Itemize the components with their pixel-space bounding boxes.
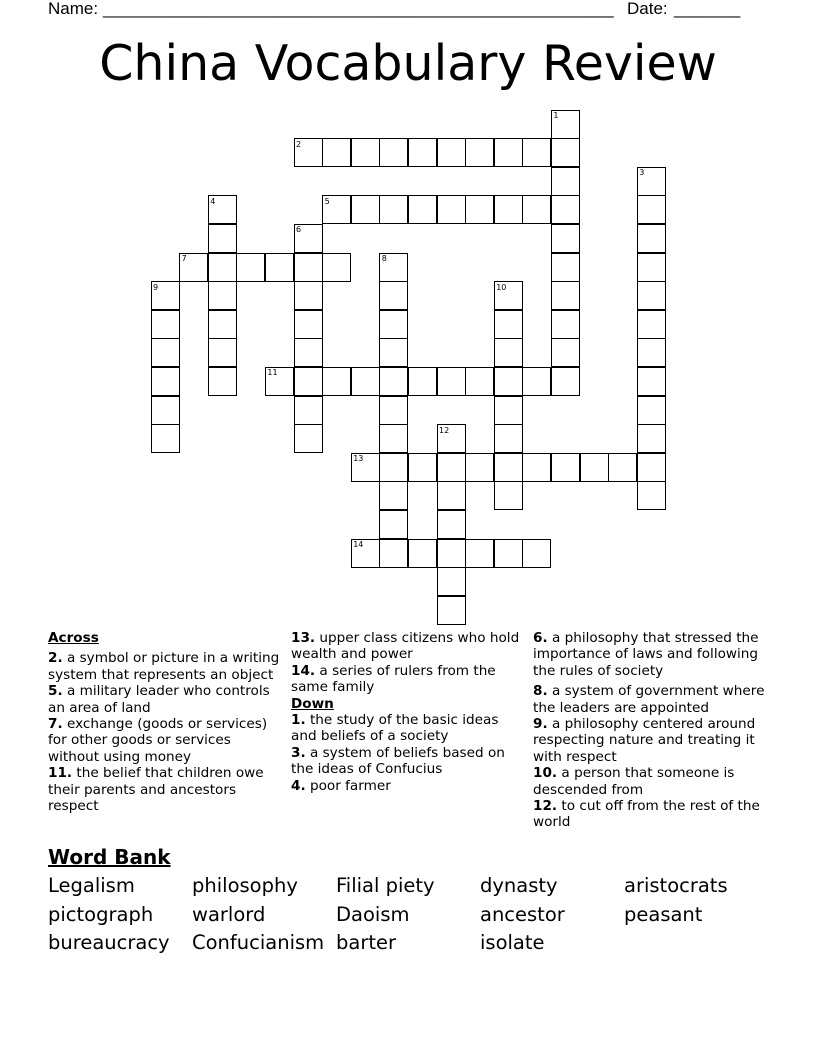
- crossword-cell[interactable]: [379, 539, 408, 568]
- crossword-cell[interactable]: [494, 424, 523, 453]
- crossword-cell[interactable]: [322, 138, 351, 167]
- crossword-cell[interactable]: [522, 367, 551, 396]
- cell-number: 8: [381, 254, 387, 263]
- word-bank-item: aristocrats: [624, 874, 728, 897]
- crossword-cell[interactable]: [551, 281, 580, 310]
- crossword-cell[interactable]: [294, 396, 323, 425]
- cell-number: 14: [353, 540, 364, 549]
- word-bank-item: Daoism: [336, 903, 410, 926]
- crossword-cell[interactable]: [265, 253, 294, 282]
- clue-text: a military leader who controls an area of land: [48, 683, 270, 716]
- word-bank-item: Confucianism: [192, 931, 325, 954]
- crossword-cell[interactable]: [637, 453, 666, 482]
- crossword-cell[interactable]: [437, 510, 466, 539]
- crossword-cell[interactable]: [494, 539, 523, 568]
- crossword-cell[interactable]: [551, 310, 580, 339]
- cell-number: 3: [639, 168, 645, 178]
- crossword-cell[interactable]: [379, 138, 408, 167]
- crossword-cell[interactable]: [637, 310, 666, 339]
- word-bank-item: Filial piety: [336, 874, 435, 897]
- clue-down-4: [291, 778, 521, 794]
- clue-text: to cut off from the rest of the world: [533, 798, 760, 831]
- crossword-cell[interactable]: [322, 253, 351, 282]
- word-bank-item: pictograph: [48, 903, 154, 926]
- crossword-cell[interactable]: [408, 367, 437, 396]
- crossword-cell[interactable]: [637, 281, 666, 310]
- crossword-cell[interactable]: [551, 167, 580, 196]
- crossword-cell[interactable]: [408, 453, 437, 482]
- crossword-cell[interactable]: [379, 396, 408, 425]
- clue-across-11: [48, 765, 284, 814]
- crossword-cell[interactable]: [294, 338, 323, 367]
- crossword-cell[interactable]: [208, 253, 237, 282]
- crossword-cell[interactable]: [608, 453, 637, 482]
- crossword-cell[interactable]: [379, 367, 408, 396]
- crossword-cell[interactable]: [437, 453, 466, 482]
- crossword-cell[interactable]: [522, 539, 551, 568]
- crossword-cell[interactable]: [494, 138, 523, 167]
- page-title: China Vocabulary Review: [99, 35, 717, 92]
- crossword-cell[interactable]: [437, 138, 466, 167]
- crossword-cell[interactable]: [208, 338, 237, 367]
- crossword-cell[interactable]: [637, 396, 666, 425]
- crossword-cell[interactable]: [437, 596, 466, 625]
- clue-across-7: [48, 716, 284, 765]
- crossword-cell[interactable]: [522, 453, 551, 482]
- clue-number: 2.: [48, 650, 63, 667]
- crossword-cell[interactable]: [351, 138, 380, 167]
- clue-number: 5.: [48, 683, 63, 700]
- clue-across-2: [48, 650, 284, 683]
- word-bank-item: peasant: [624, 903, 703, 926]
- clue-number: 8.: [533, 683, 548, 700]
- crossword-cell[interactable]: [151, 310, 180, 339]
- clue-text: upper class citizens who hold wealth and power: [291, 630, 520, 663]
- crossword-cell[interactable]: [551, 453, 580, 482]
- crossword-cell[interactable]: [294, 367, 323, 396]
- clue-text: a series of rulers from the same family: [291, 662, 496, 696]
- clue-number: 13.: [291, 630, 316, 646]
- name-label: Name:: [48, 0, 99, 18]
- crossword-cell[interactable]: [465, 195, 494, 224]
- clue-across-13: [291, 630, 521, 663]
- clue-down-12: [533, 798, 773, 831]
- crossword-cell[interactable]: [437, 195, 466, 224]
- crossword-cell[interactable]: [208, 367, 237, 396]
- crossword-cell[interactable]: [551, 138, 580, 167]
- crossword-cell[interactable]: [494, 481, 523, 510]
- clue-text: the belief that children owe their parents and ancestors respect: [48, 765, 264, 815]
- word-bank-item: dynasty: [480, 874, 558, 897]
- cell-number: 5: [324, 196, 330, 206]
- crossword-cell[interactable]: [379, 510, 408, 539]
- clue-number: 4.: [291, 777, 306, 794]
- crossword-cell[interactable]: [379, 195, 408, 224]
- word-bank-item: barter: [336, 931, 397, 954]
- crossword-cell[interactable]: [208, 224, 237, 253]
- crossword-cell[interactable]: [637, 338, 666, 367]
- crossword-cell[interactable]: [379, 281, 408, 310]
- clue-down-10: [533, 765, 773, 798]
- clue-number: 14.: [291, 662, 316, 679]
- clue-text: a person that someone is descended from: [533, 765, 735, 798]
- name-field-line[interactable]: ______________________________________________________: [103, 0, 614, 18]
- crossword-cell[interactable]: [151, 396, 180, 425]
- clue-number: 6.: [533, 630, 548, 646]
- crossword-cell[interactable]: [351, 195, 380, 224]
- crossword-cell[interactable]: [494, 453, 523, 482]
- word-bank-item: isolate: [480, 931, 545, 954]
- clue-column-2: [291, 630, 521, 794]
- clue-down-8: [533, 683, 773, 716]
- crossword-cell[interactable]: [437, 567, 466, 596]
- clue-across-14: [291, 663, 521, 696]
- cell-number: 1: [553, 111, 559, 120]
- word-bank-item: bureaucracy: [48, 931, 170, 954]
- clue-text: a system of beliefs based on the ideas of Confucius: [291, 744, 505, 778]
- crossword-cell[interactable]: [494, 396, 523, 425]
- word-bank-item: philosophy: [192, 874, 298, 897]
- crossword-cell[interactable]: [151, 367, 180, 396]
- crossword-cell[interactable]: [551, 253, 580, 282]
- crossword-cell[interactable]: [408, 138, 437, 167]
- crossword-cell[interactable]: [465, 539, 494, 568]
- crossword-cell[interactable]: [551, 195, 580, 224]
- crossword-cell[interactable]: [494, 310, 523, 339]
- clue-number: 3.: [291, 744, 306, 761]
- date-field-line[interactable]: _______: [674, 0, 741, 18]
- crossword-cell[interactable]: [551, 338, 580, 367]
- crossword-cell[interactable]: [379, 338, 408, 367]
- crossword-cell[interactable]: [637, 195, 666, 224]
- crossword-cell[interactable]: [522, 195, 551, 224]
- crossword-cell[interactable]: [151, 338, 180, 367]
- clue-text: the study of the basic ideas and beliefs of a society: [291, 712, 499, 745]
- crossword-cell[interactable]: [236, 253, 265, 282]
- crossword-cell[interactable]: [580, 453, 609, 482]
- clue-number: 1.: [291, 712, 306, 729]
- crossword-cell[interactable]: [379, 424, 408, 453]
- clue-column-3: [533, 630, 773, 831]
- crossword-cell[interactable]: [379, 453, 408, 482]
- cell-number: 4: [210, 196, 216, 206]
- clue-text: a system of government where the leaders are appointed: [533, 683, 765, 716]
- crossword-cell[interactable]: [551, 367, 580, 396]
- crossword-cell[interactable]: [408, 539, 437, 568]
- crossword-cell[interactable]: [551, 224, 580, 253]
- cell-number: 13: [353, 454, 364, 464]
- crossword-cell[interactable]: [637, 367, 666, 396]
- crossword-cell[interactable]: [637, 253, 666, 282]
- crossword-cell[interactable]: [294, 424, 323, 453]
- crossword-cell[interactable]: [379, 481, 408, 510]
- crossword-cell[interactable]: [465, 367, 494, 396]
- crossword-cell[interactable]: [351, 367, 380, 396]
- cell-number: 9: [153, 282, 159, 292]
- crossword-cell[interactable]: [522, 138, 551, 167]
- clue-number: 12.: [533, 798, 558, 815]
- crossword-cell[interactable]: [379, 310, 408, 339]
- crossword-cell[interactable]: [437, 367, 466, 396]
- crossword-cell[interactable]: [637, 424, 666, 453]
- clue-column-1: [48, 630, 284, 814]
- clue-text: a philosophy that stressed the importance of laws and following the rules of society: [533, 630, 759, 679]
- cell-number: 7: [181, 254, 187, 263]
- cell-number: 11: [267, 368, 278, 378]
- cell-number: 2: [296, 139, 302, 149]
- crossword-cell[interactable]: [208, 281, 237, 310]
- word-bank-item: Legalism: [48, 874, 135, 897]
- cell-number: 12: [439, 425, 450, 435]
- crossword-cell[interactable]: [408, 195, 437, 224]
- cell-number: 10: [496, 282, 507, 292]
- crossword-cell[interactable]: [465, 138, 494, 167]
- clue-text: a symbol or picture in a writing system that represents an object: [48, 650, 280, 683]
- word-bank-title: Word Bank: [48, 845, 171, 869]
- crossword-cell[interactable]: [494, 367, 523, 396]
- clue-number: 11.: [48, 765, 73, 782]
- down-heading: Down: [291, 695, 334, 712]
- crossword-cell[interactable]: [494, 195, 523, 224]
- crossword-cell[interactable]: [494, 338, 523, 367]
- crossword-cell[interactable]: [294, 310, 323, 339]
- cell-number: 6: [296, 225, 302, 235]
- crossword-cell[interactable]: [151, 424, 180, 453]
- clue-text: a philosophy centered around respecting nature and treating it with respect: [533, 716, 756, 765]
- crossword-cell[interactable]: [465, 453, 494, 482]
- crossword-cell[interactable]: [437, 539, 466, 568]
- crossword-cell[interactable]: [208, 310, 237, 339]
- clue-down-1: [291, 712, 521, 745]
- clue-number: 7.: [48, 716, 63, 733]
- crossword-cell[interactable]: [637, 481, 666, 510]
- crossword-cell[interactable]: [294, 281, 323, 310]
- clue-down-3: [291, 745, 521, 778]
- word-bank-item: ancestor: [480, 903, 565, 926]
- crossword-cell[interactable]: [294, 253, 323, 282]
- clue-number: 10.: [533, 765, 558, 782]
- clue-text: exchange (goods or services) for other goods or services without using money: [48, 716, 268, 765]
- clue-down-9: [533, 716, 773, 765]
- clue-text: poor farmer: [305, 777, 391, 794]
- crossword-cell[interactable]: [322, 367, 351, 396]
- crossword-cell[interactable]: [437, 481, 466, 510]
- crossword-cell[interactable]: [637, 224, 666, 253]
- clue-across-5: [48, 683, 284, 716]
- word-bank-item: warlord: [192, 903, 266, 926]
- clue-down-6: [533, 630, 773, 679]
- across-heading: Across: [48, 630, 99, 646]
- date-label: Date:: [627, 0, 668, 18]
- clue-number: 9.: [533, 716, 548, 733]
